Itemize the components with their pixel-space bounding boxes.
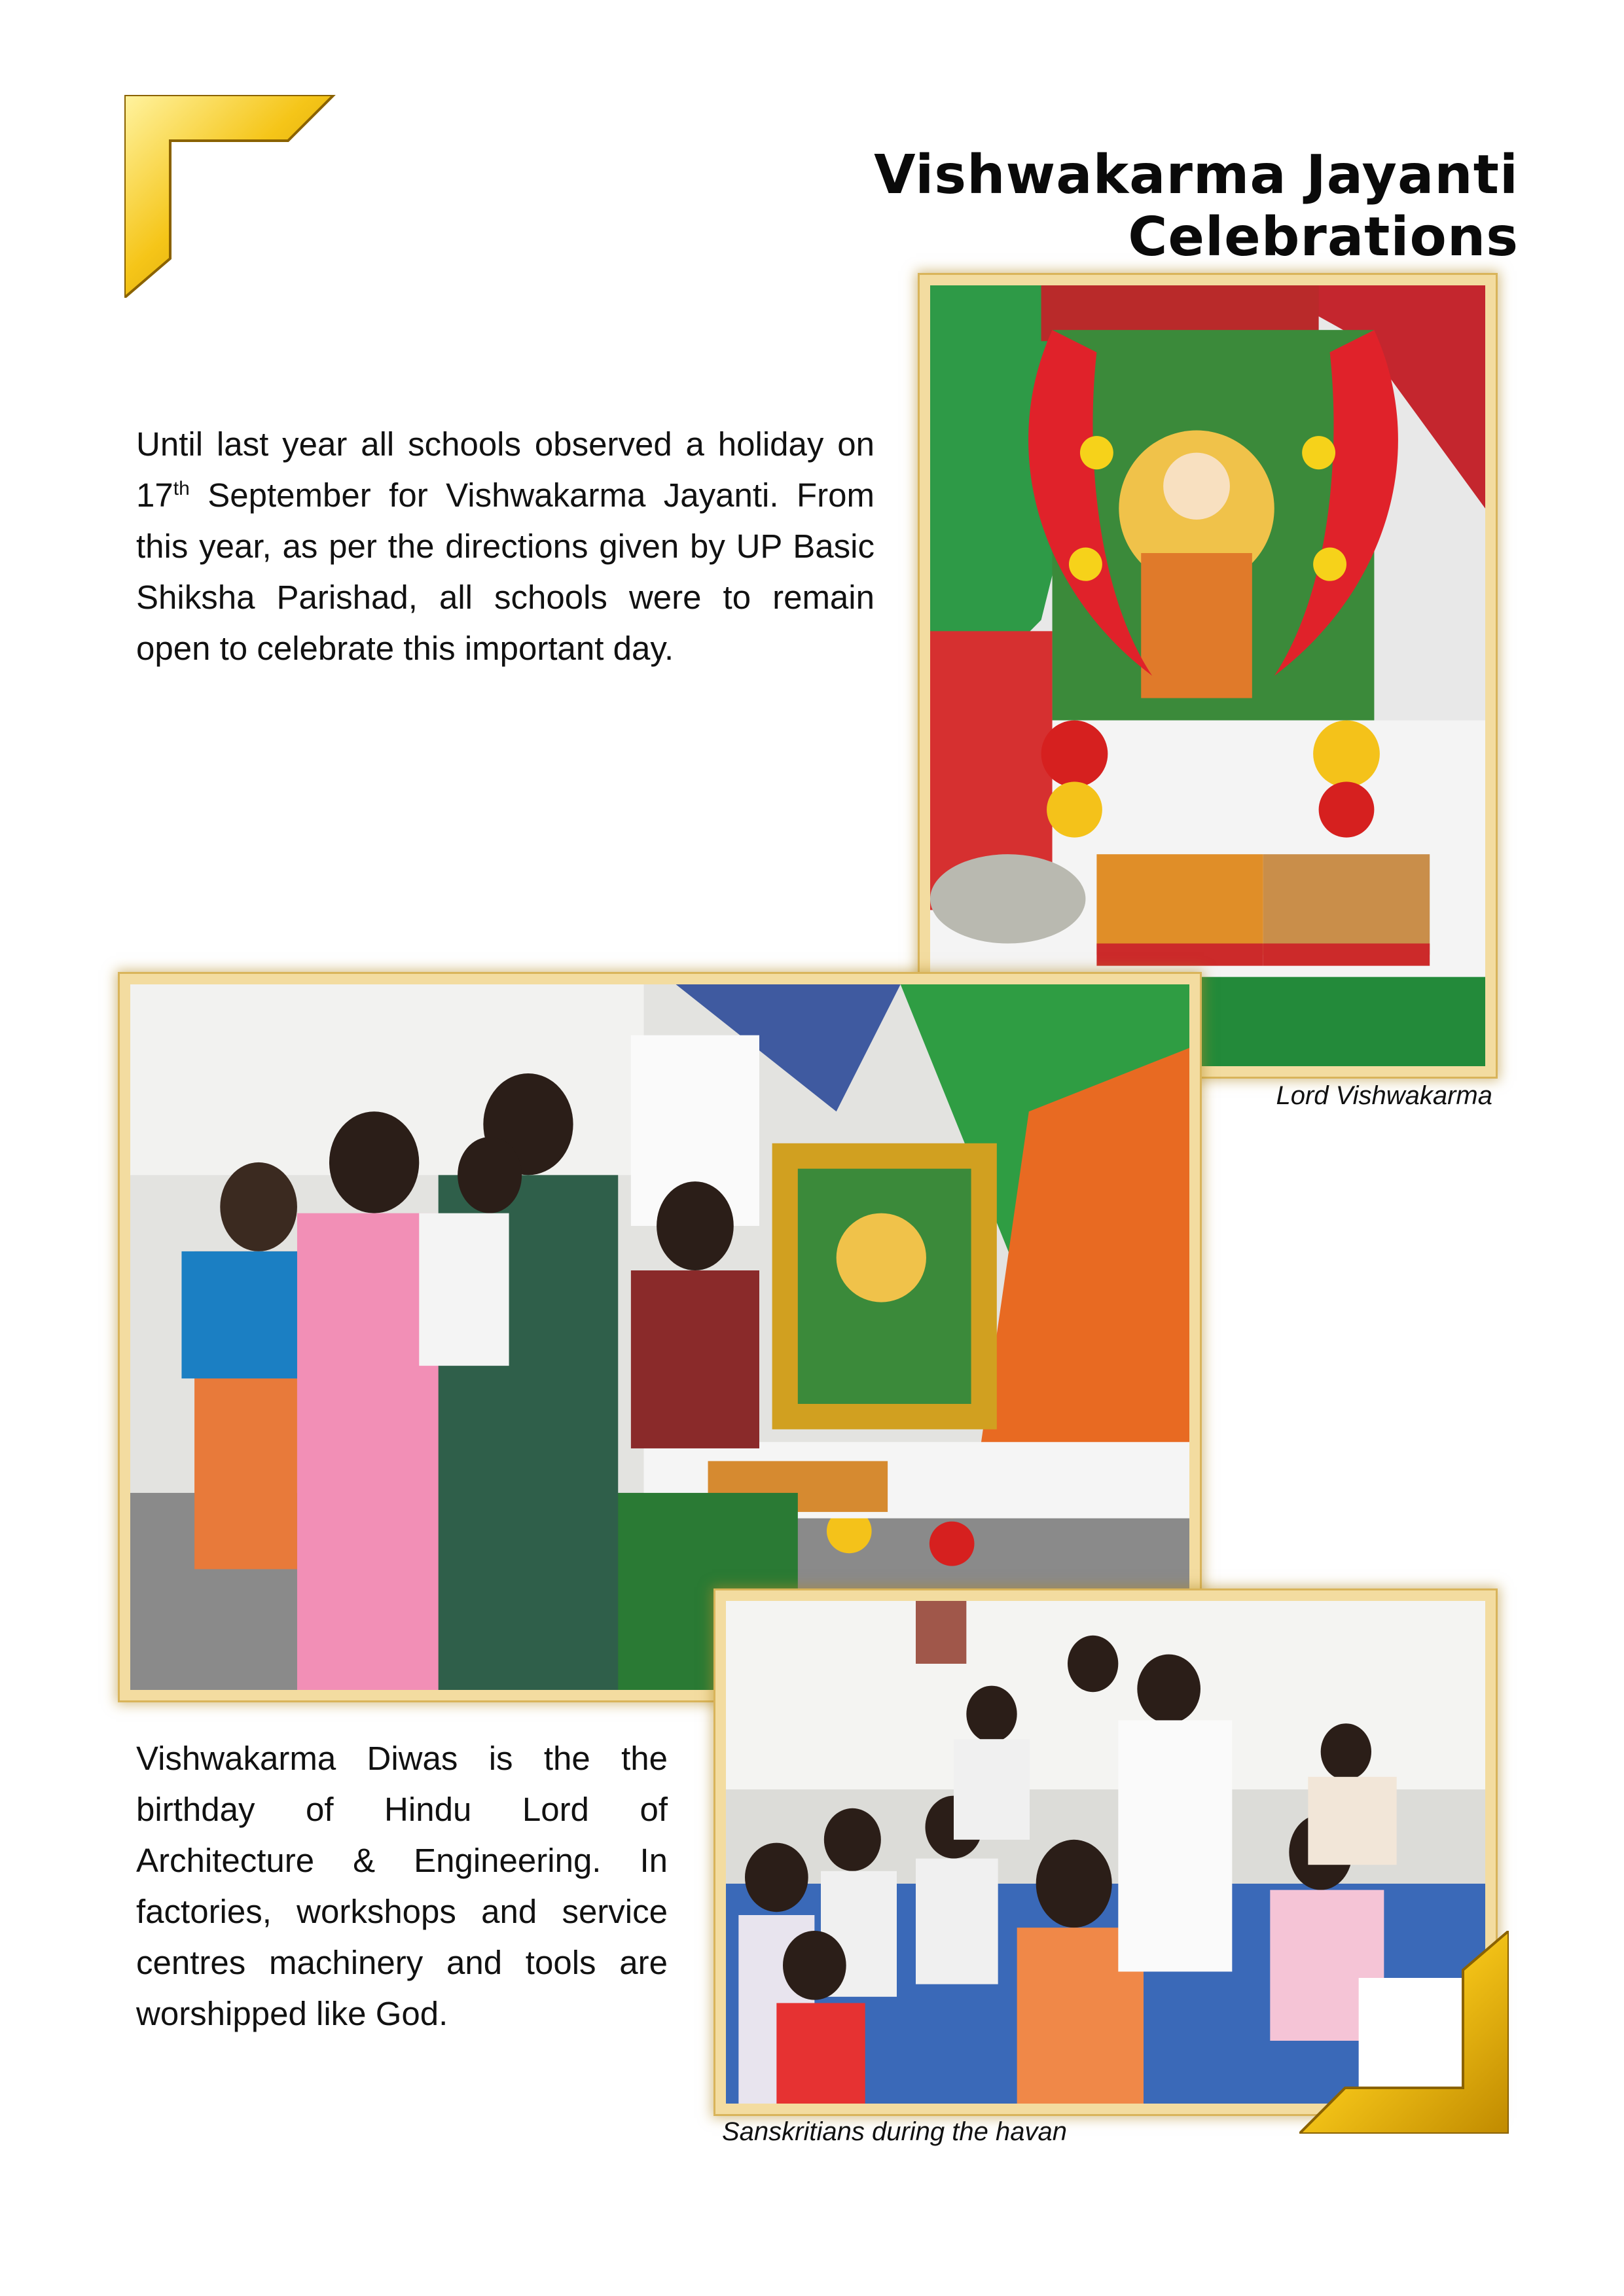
about-paragraph: Vishwakarma Diwas is the the birthday of Hindu Lord of Architecture & Engineering. In factories, workshops and service centres machinery and tools are worshipped like God. [136,1740,668,2032]
caption-lord-vishwakarma: Lord Vishwakarma [1276,1081,1492,1110]
page-title: Vishwakarma Jayanti Celebrations [874,144,1519,268]
caption-havan: Sanskritians during the havan [722,2117,1067,2146]
intro-text-part-2: September for Vishwakarma Jayanti. From this year, as per the directions given by UP Basic Shiksha Parishad, all schools were to remain open to celebrate this important day. [136,476,875,667]
corner-ornament-bottom-right [1299,1931,1509,2134]
date-suffix: th [173,478,190,499]
intro-text-part-1: Until last year all schools observed a holiday on 17 [136,425,875,514]
altar-illustration [930,285,1485,1066]
intro-paragraph [136,419,875,674]
photo-lord-vishwakarma [920,275,1496,1077]
worship-illustration [130,984,1189,1690]
corner-ornament-top-left [124,95,340,298]
